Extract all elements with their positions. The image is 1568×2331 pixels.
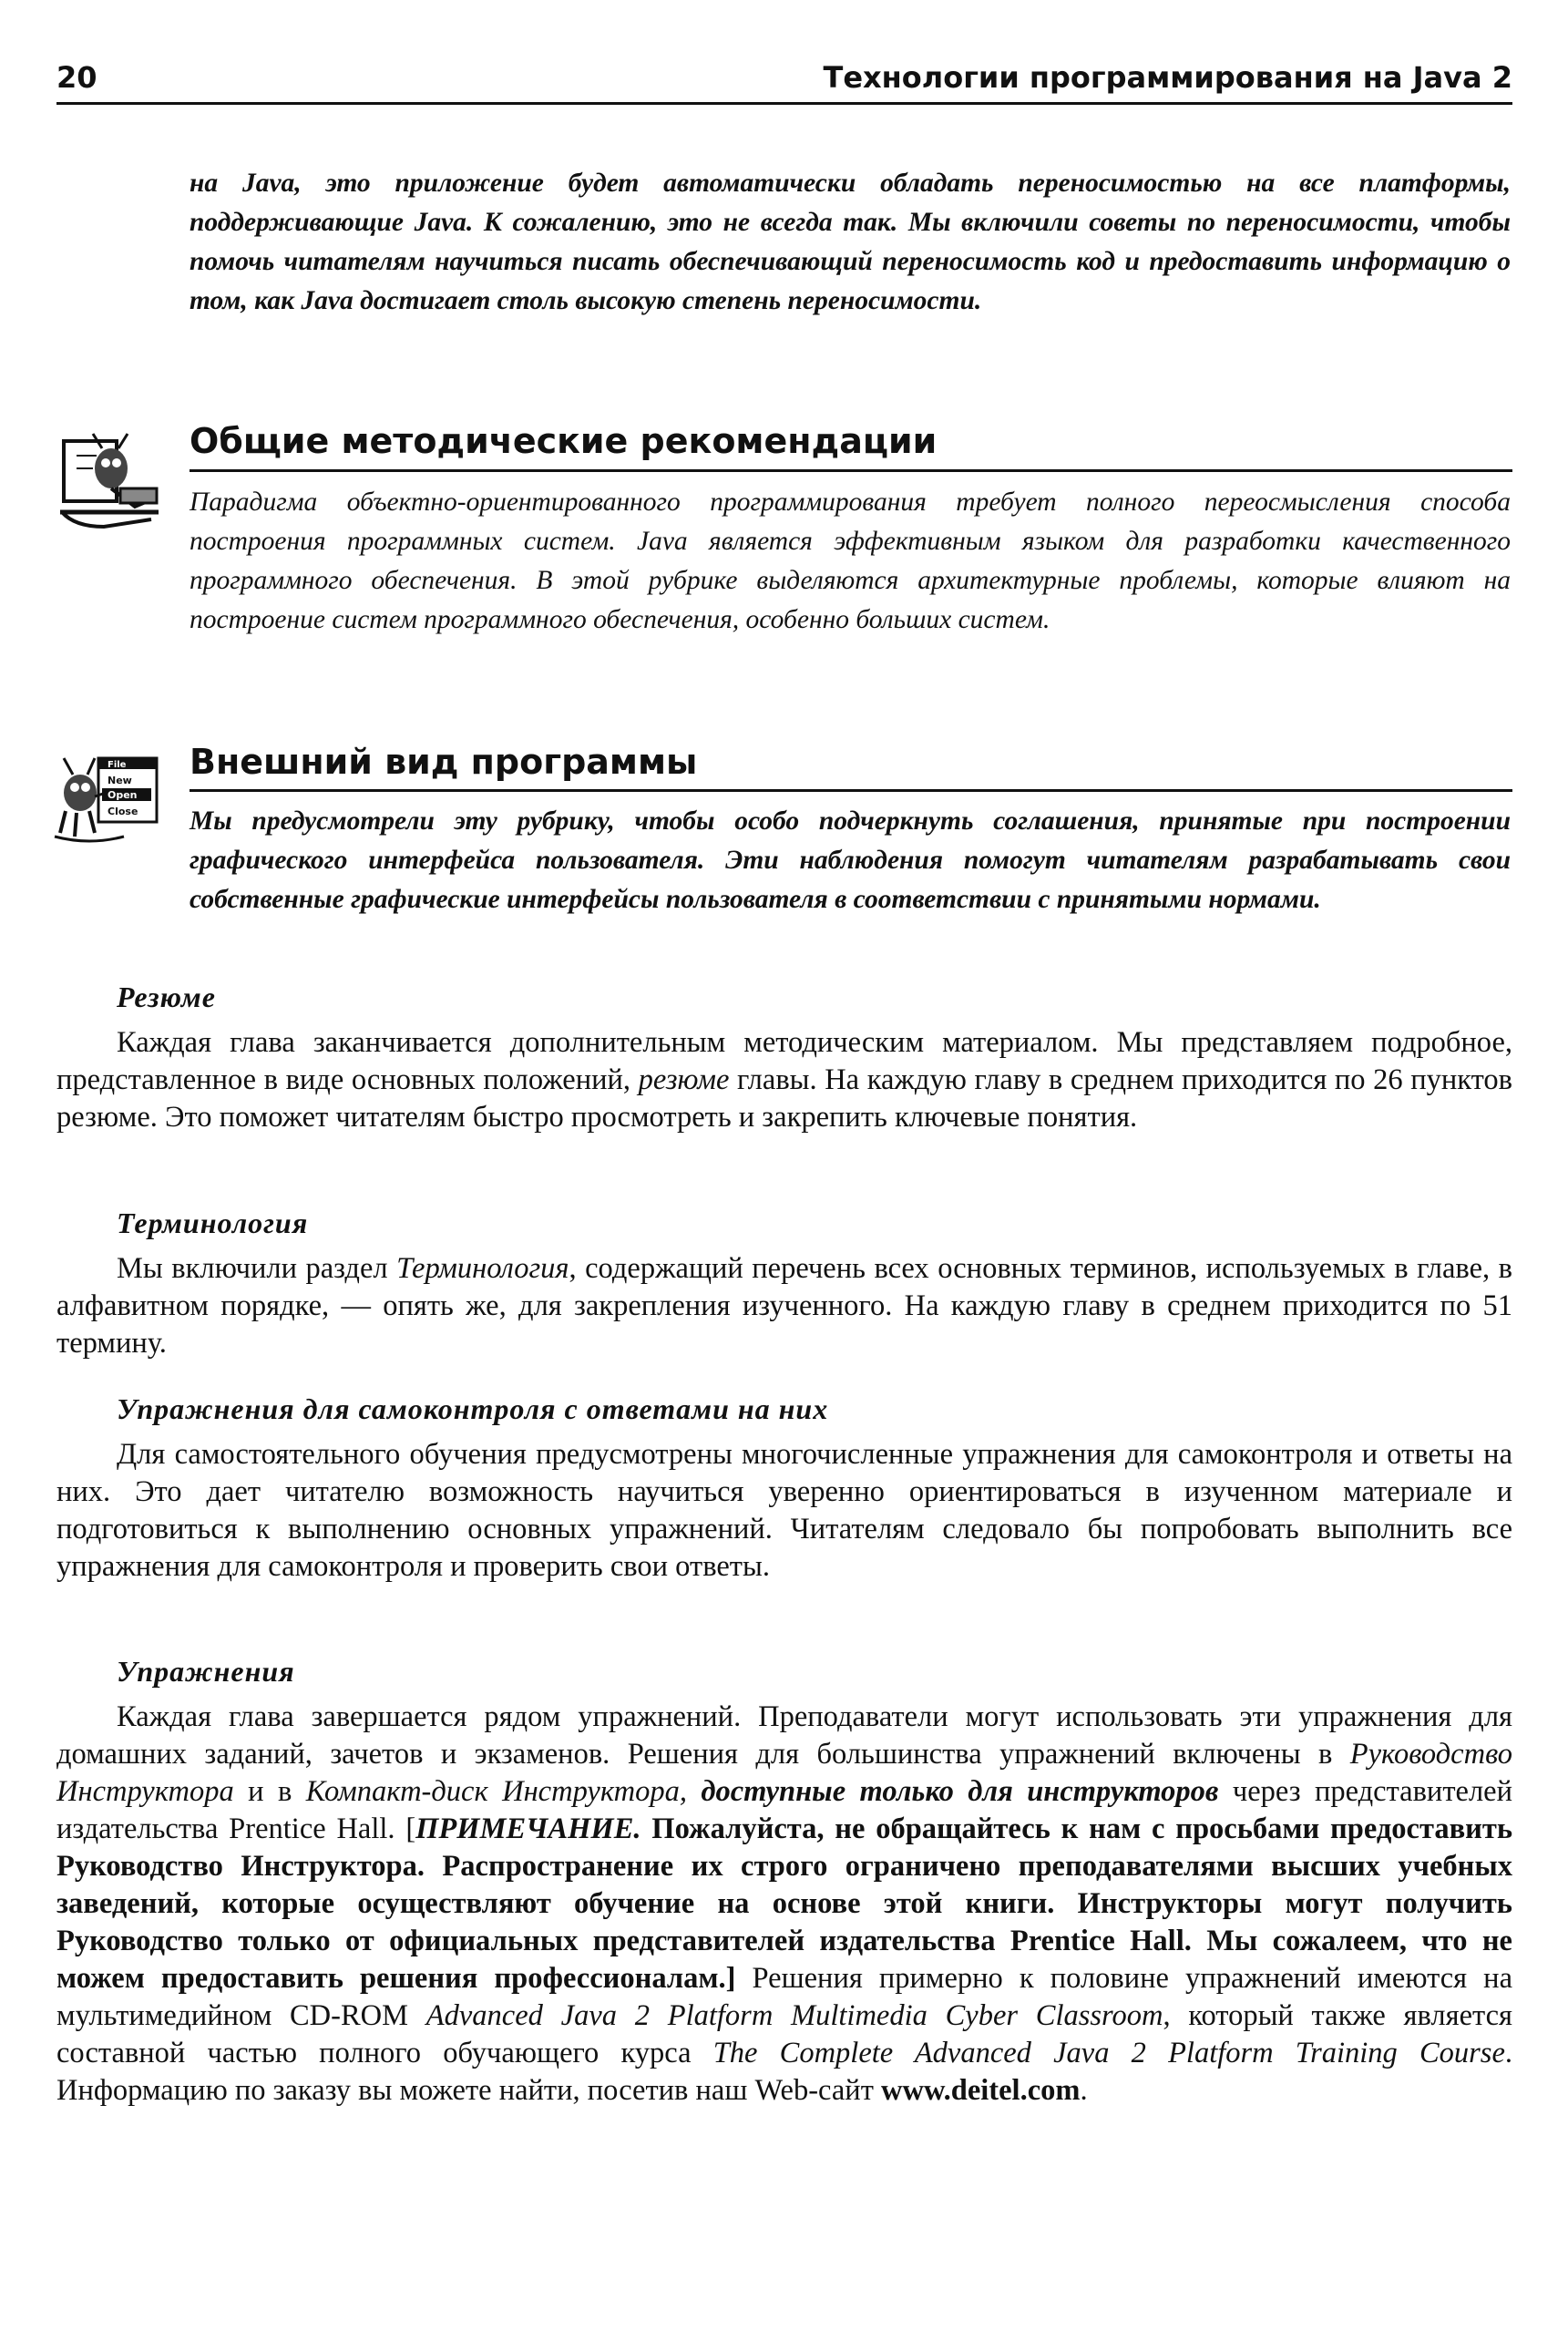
section-heading-self-review: Упражнения для самоконтроля с ответами на них bbox=[117, 1392, 829, 1425]
paragraph-self-review: Для самостоятельного обучения предусмотрены многочисленные упражнения для самоконтроля и ответы на них. Это дает читателю возможность научиться уверенно ориентироваться в изученном материале и подготовиться к выполнению основных упражнений. Читателям следовало бы попробовать выполнить все упражнения для самоконтроля и проверить свои ответы. bbox=[56, 1438, 1512, 1583]
product-title: Advanced Java 2 Platform Multimedia Cyber Classroom bbox=[425, 1999, 1163, 2032]
running-title: Технологии программирования на Java 2 bbox=[823, 60, 1512, 95]
term-emphasis: Терминология bbox=[396, 1252, 569, 1285]
paragraph-exercises bbox=[56, 1699, 1512, 2110]
icon-label-close: Close bbox=[108, 806, 138, 817]
bug-at-drafting-board-icon bbox=[56, 428, 164, 538]
text-run: . bbox=[1080, 2074, 1088, 2107]
emphasis: доступные только для инструкторов bbox=[701, 1775, 1219, 1808]
tip-rule bbox=[190, 789, 1512, 792]
product-title: The Complete Advanced Java 2 Platform Training Course bbox=[712, 2037, 1505, 2069]
tip-text-look-and-feel: Мы предусмотрели эту рубрику, чтобы особо подчеркнуть соглашения, принятые при построении графического интерфейса пользователя. Эти наблюдения помогут читателям разрабатывать свои собственные графические интерфейсы пользователя в соответствии с принятыми нормами. bbox=[190, 806, 1511, 914]
section-heading-summary: Резюме bbox=[117, 981, 216, 1013]
text-run: через представителей издательства Prentice Hall. [ bbox=[56, 1775, 1512, 1845]
paragraph-terminology bbox=[56, 1250, 1512, 1362]
tip-rule bbox=[190, 469, 1512, 472]
tip-heading-look-and-feel: Внешний вид программы bbox=[190, 742, 698, 782]
tip-text-software-engineering: Парадигма объектно-ориентированного программирования требует полного переосмысления способа построения программных систем. Java является эффективным языком для разработки качественного программного обеспечения. В этой рубрике выделяются архитектурные проблемы, которые влияют на построение систем программного обеспечения, особенно больших систем. bbox=[190, 488, 1511, 634]
section-heading-exercises: Упражнения bbox=[117, 1655, 295, 1688]
header-rule bbox=[56, 102, 1512, 105]
text-run: Решения примерно к половине упражнений имеются на мультимедийном CD-ROM bbox=[56, 1962, 1512, 2032]
paragraph-summary bbox=[56, 1024, 1512, 1136]
website-url: www.deitel.com bbox=[881, 2074, 1081, 2107]
section-heading-terminology: Терминология bbox=[117, 1207, 309, 1239]
text-run: , содержащий перечень всех основных терминов, используемых в главе, в алфавитном порядке, — опять же, для закрепления изученного. На каждую главу в среднем приходится по 51 термину. bbox=[56, 1252, 1512, 1360]
text-run: , который также является составной частью полного обучающего курса bbox=[56, 1999, 1512, 2069]
icon-label-new: New bbox=[108, 775, 132, 786]
text-run: . Информацию по заказу вы можете найти, посетив наш Web-сайт bbox=[56, 2037, 1512, 2107]
text-run: главы. На каждую главу в среднем приходится по 26 пунктов резюме. Это поможет читателям быстро просмотреть и закрепить ключевые понятия. bbox=[56, 1063, 1512, 1134]
note-label: ПРИМЕЧАНИЕ. bbox=[415, 1812, 641, 1845]
portability-tip-continuation: на Java, это приложение будет автоматически обладать переносимостью на все платформы, поддерживающие Java. К сожалению, это не всегда так. Мы включили советы по переносимости, чтобы помочь читателям научиться писать обеспечивающий переносимость код и предоставить информацию о том, как Java достигает столь высокую степень переносимости. bbox=[190, 169, 1511, 315]
note-text: Пожалуйста, не обращайтесь к нам с просьбами предоставить Руководство Инструктора. Распространение их строго ограничено преподавателями высших учебных заведений, которые осуществляют обучение на основе этой книги. Инструкторы могут получить Руководство только от официальных представителей издательства Prentice Hall. Мы сожалеем, что не можем предоставить решения профессионалам.] bbox=[56, 1812, 1513, 1995]
text-run: и в bbox=[233, 1775, 306, 1808]
text-run: Мы включили раздел bbox=[117, 1252, 397, 1285]
tip-heading-software-engineering: Общие методические рекомендации bbox=[190, 421, 938, 461]
book-title: Руководство Инструктора bbox=[56, 1738, 1512, 1808]
page-header bbox=[56, 56, 1512, 104]
book-title: Компакт-диск Инструктора, bbox=[305, 1775, 702, 1808]
text-run: Каждая глава завершается рядом упражнений. Преподаватели могут использовать эти упражнения для домашних заданий, зачетов и экзаменов. Решения для большинства упражнений включены в bbox=[56, 1700, 1512, 1771]
bug-with-gui-window-icon bbox=[53, 745, 168, 853]
term-emphasis: резюме bbox=[638, 1063, 730, 1096]
icon-label-file: File bbox=[108, 760, 127, 770]
text-run: Каждая глава заканчивается дополнительным методическим материалом. Мы представляем подробное, представленное в виде основных положений, bbox=[56, 1026, 1512, 1096]
page-number: 20 bbox=[56, 60, 97, 95]
icon-label-open: Open bbox=[108, 789, 138, 801]
